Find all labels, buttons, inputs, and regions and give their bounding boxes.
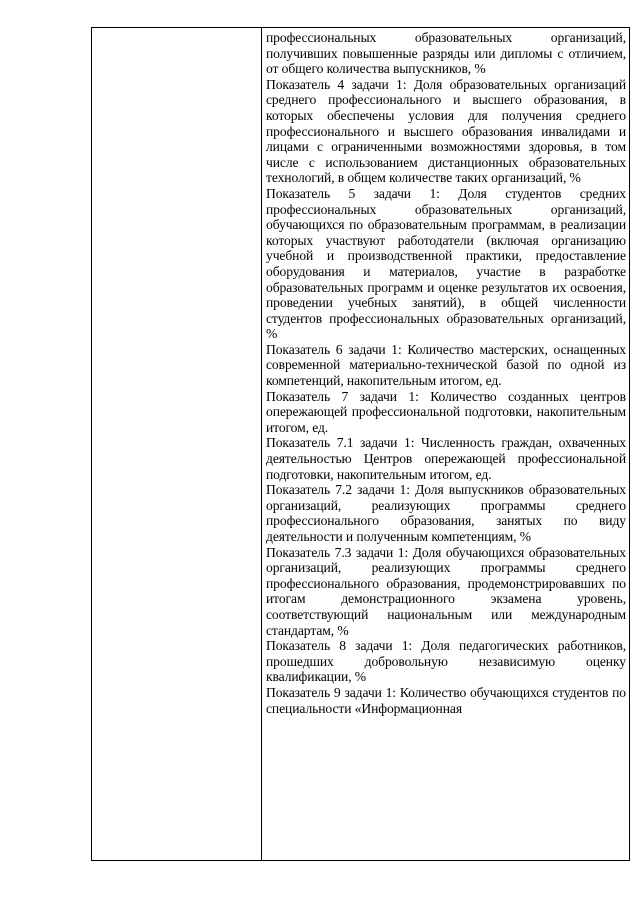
paragraph-indicator-7: Показатель 7 задачи 1: Количество созданных центров опережающей профессиональной подготовки, накопительным итогом, ед. [266, 388, 626, 435]
paragraph-indicator-7-1: Показатель 7.1 задачи 1: Численность граждан, охваченных деятельностью Центров опережающей профессиональной подготовки, накопительным итогом, ед. [266, 435, 626, 482]
paragraph-indicator-7-2: Показатель 7.2 задачи 1: Доля выпускников образовательных организаций, реализующих программы среднего профессионального образования, занятых по виду деятельности и полученным компетенциям, % [266, 482, 626, 544]
table-left-cell [92, 28, 262, 860]
table-right-cell [262, 28, 629, 860]
paragraph-indicator-6: Показатель 6 задачи 1: Количество мастерских, оснащенных современной материально-технической базой по одной из компетенций, накопительным итогом, ед. [266, 341, 626, 389]
paragraph-indicator-4: Показатель 4 задачи 1: Доля образовательных организаций среднего профессионального и высшего образования, в которых обеспечены условия для получения среднего профессионального и высшего образования инвалидами и лицами с ограниченными возможностями здоровья, в том числе с использованием дистанционных образовательных технологий, в общем количестве таких организаций, % [266, 76, 626, 186]
paragraph-indicator-8: Показатель 8 задачи 1: Доля педагогических работников, прошедших добровольную независимую оценку квалификации, % [266, 638, 626, 685]
paragraph-indicator-9: Показатель 9 задачи 1: Количество обучающихся студентов по специальности «Информационная [266, 684, 626, 716]
paragraph-indicator-5: Показатель 5 задачи 1: Доля студентов средних профессиональных образовательных организаций, обучающихся по образовательным программам, в реализации которых участвуют работодатели (включая организацию учебной и производственной практики, предоставление оборудования и материалов, участие в разработке образовательных программ и оценке результатов их освоения, проведении учебных занятий), в общей численности студентов профессиональных образовательных организаций, % [266, 185, 626, 342]
paragraph-indicator-7-3: Показатель 7.3 задачи 1: Доля обучающихся образовательных организаций, реализующих программы среднего профессионального образования, продемонстрировавших по итогам демонстрационного экзамена уровень, соответствующий национальным или международным стандартам, % [266, 544, 626, 638]
paragraph-graduates-continuation: профессиональных образовательных организаций, получивших повышенные разряды или дипломы с отличием, от общего количества выпускников, % [266, 30, 626, 77]
indicator-table [91, 27, 630, 861]
